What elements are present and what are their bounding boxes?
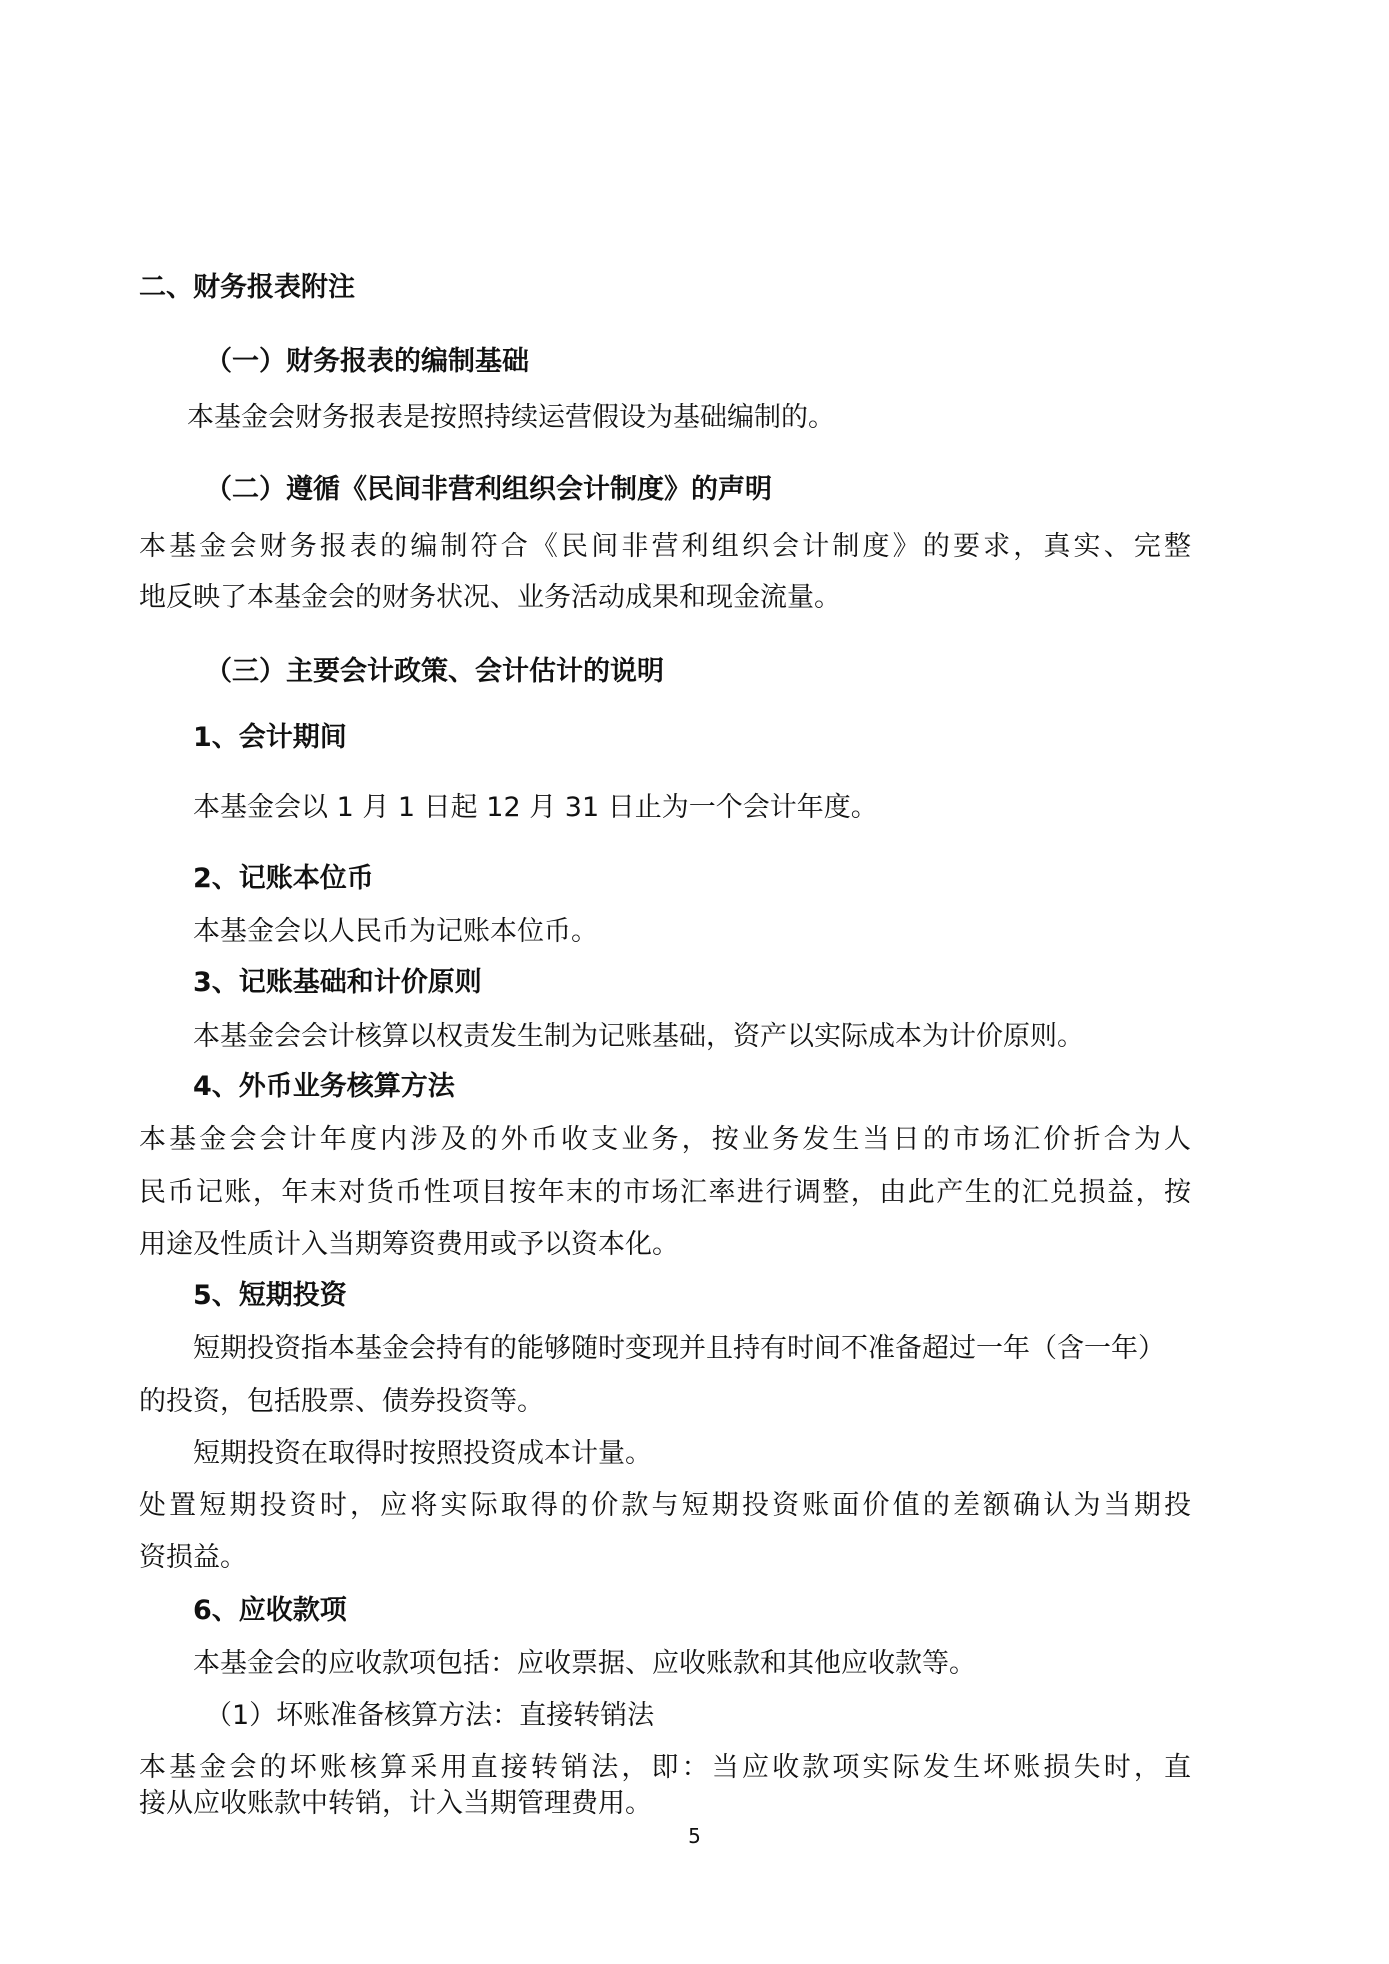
- subheading-accounting-period: 1、会计期间: [193, 722, 347, 753]
- paragraph-text: 本基金会会计核算以权责发生制为记账基础，资产以实际成本为计价原则。: [193, 1021, 1084, 1052]
- subheading-receivables: 6、应收款项: [193, 1595, 347, 1626]
- page-number: 5: [688, 1824, 701, 1848]
- paragraph-text: 本基金会财务报表是按照持续运营假设为基础编制的。: [187, 402, 835, 433]
- paragraph-line: 地反映了本基金会的财务状况、业务活动成果和现金流量。: [139, 582, 841, 613]
- paragraph-line: 的投资，包括股票、债券投资等。: [139, 1386, 544, 1417]
- heading-preparation-basis: （一）财务报表的编制基础: [205, 346, 529, 377]
- paragraph-text: 本基金会以人民币为记账本位币。: [193, 916, 598, 947]
- subheading-accounting-basis: 3、记账基础和计价原则: [193, 967, 482, 998]
- paragraph-line: 本基金会的坏账核算采用直接转销法，即：当应收款项实际发生坏账损失时，直: [139, 1752, 1191, 1783]
- section-title: 二、财务报表附注: [139, 272, 355, 303]
- paragraph-line: 用途及性质计入当期筹资费用或予以资本化。: [139, 1229, 679, 1260]
- paragraph-line: 民币记账，年末对货币性项目按年末的市场汇率进行调整，由此产生的汇兑损益，按: [139, 1177, 1191, 1208]
- paragraph-line: 接从应收账款中转销，计入当期管理费用。: [139, 1788, 652, 1819]
- paragraph-line: 本基金会财务报表的编制符合《民间非营利组织会计制度》的要求，真实、完整: [139, 531, 1191, 562]
- subheading-foreign-currency: 4、外币业务核算方法: [193, 1071, 455, 1102]
- subheading-currency: 2、记账本位币: [193, 863, 374, 894]
- paragraph-line: 资损益。: [139, 1542, 247, 1573]
- paragraph-line: 短期投资在取得时按照投资成本计量。: [193, 1438, 652, 1469]
- paragraph-text: 本基金会以 1 月 1 日起 12 月 31 日止为一个会计年度。: [193, 792, 878, 823]
- heading-accounting-policies: （三）主要会计政策、会计估计的说明: [205, 656, 664, 687]
- paragraph-line: 短期投资指本基金会持有的能够随时变现并且持有时间不准备超过一年（含一年）: [193, 1333, 1165, 1364]
- paragraph-line: 本基金会会计年度内涉及的外币收支业务，按业务发生当日的市场汇价折合为人: [139, 1124, 1191, 1155]
- heading-compliance-statement: （二）遵循《民间非营利组织会计制度》的声明: [205, 474, 772, 505]
- paragraph-line: （1）坏账准备核算方法：直接转销法: [205, 1700, 655, 1731]
- subheading-short-term-investment: 5、短期投资: [193, 1280, 347, 1311]
- paragraph-line: 本基金会的应收款项包括：应收票据、应收账款和其他应收款等。: [193, 1648, 976, 1679]
- paragraph-line: 处置短期投资时，应将实际取得的价款与短期投资账面价值的差额确认为当期投: [139, 1490, 1191, 1521]
